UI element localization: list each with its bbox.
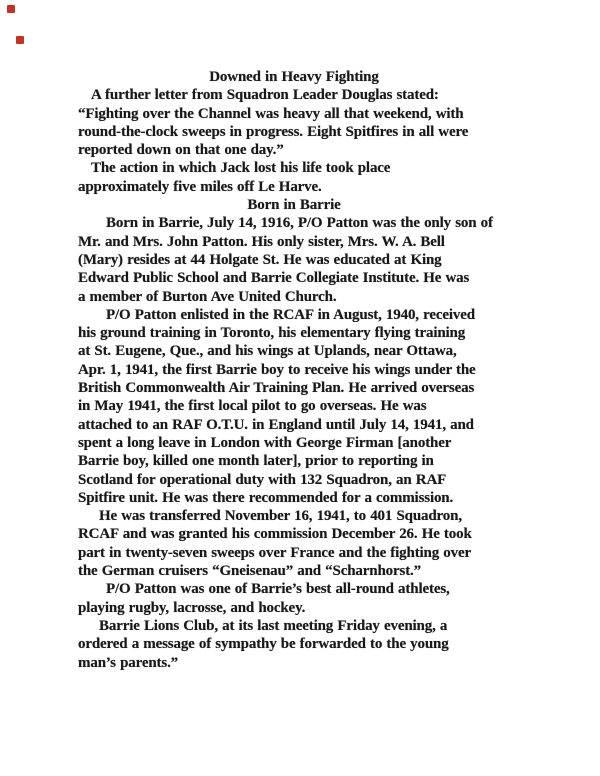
text-line: man’s parents.” <box>78 654 179 671</box>
text-line: (Mary) resides at 44 Holgate St. He was educated at King <box>78 251 442 268</box>
text-line: approximately five miles off Le Harve. <box>78 178 322 195</box>
text-line: RCAF and was granted his commission December 26. He took <box>78 526 472 543</box>
text-line: a member of Burton Ave United Church. <box>78 288 337 305</box>
text-line: attached to an RAF O.T.U. in England until July 14, 1941, and <box>78 416 474 433</box>
text-line: Apr. 1, 1941, the first Barrie boy to receive his wings under the <box>78 361 476 378</box>
text-line: Mr. and Mrs. John Patton. His only sister, Mrs. W. A. Bell <box>78 233 445 250</box>
red-scan-artifact <box>7 5 15 13</box>
text-line: “Fighting over the Channel was heavy all that weekend, with <box>78 105 464 122</box>
text-line: Scotland for operational duty with 132 Squadron, an RAF <box>78 471 447 488</box>
text-line: British Commonwealth Air Training Plan. He arrived overseas <box>78 380 475 397</box>
text-line: at St. Eugene, Que., and his wings at Uplands, near Ottawa, <box>78 343 457 360</box>
text-line: P/O Patton was one of Barrie’s best all-round athletes, <box>106 581 450 598</box>
text-line: the German cruisers “Gneisenau” and “Scharnhorst.” <box>78 563 422 580</box>
text-line: his ground training in Toronto, his elementary flying training <box>78 325 466 342</box>
text-line: The action in which Jack lost his life took place <box>91 160 391 177</box>
text-line: P/O Patton enlisted in the RCAF in August, 1940, received <box>106 306 475 323</box>
text-line: playing rugby, lacrosse, and hockey. <box>78 599 306 616</box>
text-line: Barrie Lions Club, at its last meeting Friday evening, a <box>99 617 448 634</box>
document-title: Downed in Heavy Fighting <box>209 69 379 85</box>
text-line: in May 1941, the first local pilot to go overseas. He was <box>78 398 427 415</box>
text-line: Spitfire unit. He was there recommended for a commission. <box>78 489 454 506</box>
section-heading: Born in Barrie <box>247 197 341 214</box>
text-line: round-the-clock sweeps in progress. Eight Spitfires in all were <box>78 123 469 140</box>
text-line: Born in Barrie, July 14, 1916, P/O Patton was the only son of <box>106 215 493 232</box>
text-line: reported down on that one day.” <box>78 142 284 159</box>
article-text <box>78 68 510 672</box>
text-line: spent a long leave in London with George Firman [another <box>78 434 452 451</box>
red-scan-artifact <box>16 36 24 44</box>
text-line: A further letter from Squadron Leader Douglas stated: <box>91 87 439 104</box>
text-line: He was transferred November 16, 1941, to 401 Squadron, <box>99 508 462 525</box>
text-line: Edward Public School and Barrie Collegiate Institute. He was <box>78 270 470 287</box>
text-line: ordered a message of sympathy be forwarded to the young <box>78 636 449 653</box>
text-line: Barrie boy, killed one month later], prior to reporting in <box>78 453 434 470</box>
text-line: part in twenty-seven sweeps over France and the fighting over <box>78 544 472 561</box>
